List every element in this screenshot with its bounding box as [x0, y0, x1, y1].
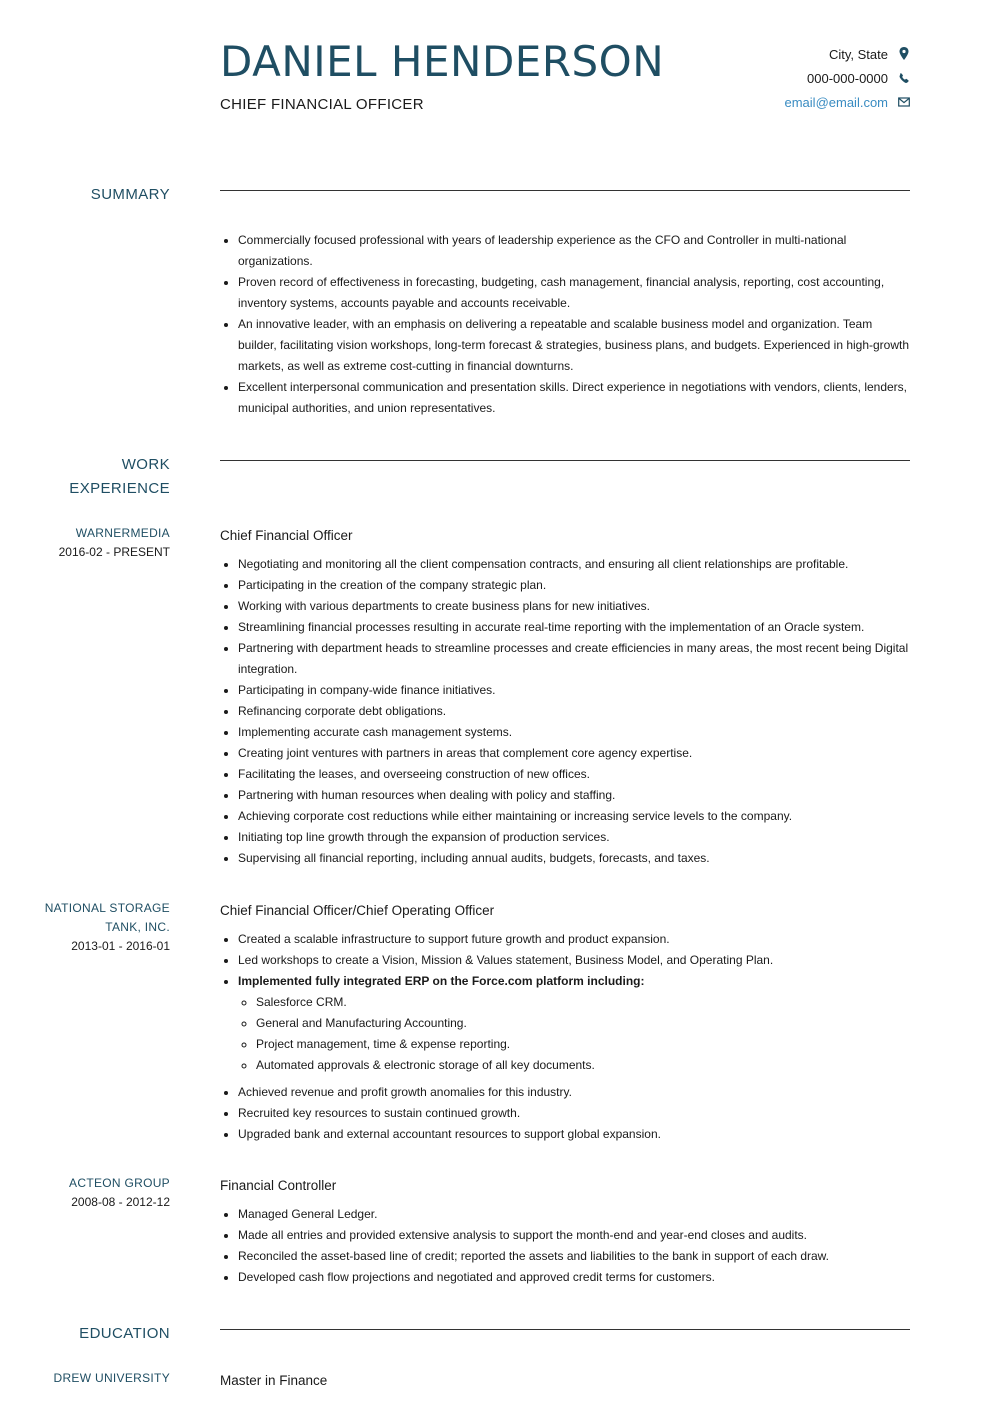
list-item: • Implementing accurate cash management systems. — [238, 722, 912, 743]
education-entry — [220, 1371, 912, 1399]
list-item: • Partnering with human resources when dealing with policy and staffing. — [238, 785, 912, 806]
contact-email[interactable] — [785, 90, 911, 114]
list-item: • Proven record of effectiveness in forecasting, budgeting, cash management, financial analysis, reporting, cost accounting, inventory systems, accounts payable and accounts receivable. — [238, 272, 912, 314]
company-name-line2: TANK, INC. — [105, 920, 170, 934]
job-duties-list — [220, 554, 912, 869]
job-duties-list — [220, 1204, 912, 1288]
list-item: • Managed General Ledger. — [238, 1204, 912, 1225]
summary-divider — [220, 190, 910, 191]
school-name: DREW UNIVERSITY — [53, 1371, 170, 1385]
list-item: • Upgraded bank and external accountant resources to support global expansion. — [238, 1124, 912, 1145]
job-meta-warnermedia — [10, 524, 170, 562]
job-meta-national-storage — [10, 899, 170, 956]
job-dates: 2016-02 - PRESENT — [58, 545, 170, 559]
job-title: Financial Controller — [220, 1178, 337, 1193]
list-item: • Refinancing corporate debt obligations. — [238, 701, 912, 722]
job-entry-national-storage — [220, 901, 912, 1145]
list-item: • Achieving corporate cost reductions while either maintaining or increasing service levels to the company. — [238, 806, 912, 827]
sub-list-item: ◦ General and Manufacturing Accounting. — [256, 1013, 912, 1034]
location-text: City, State — [828, 46, 888, 62]
list-item: • Led workshops to create a Vision, Mission & Values statement, Business Model, and Operating Plan. — [238, 950, 912, 971]
list-item: • Negotiating and monitoring all the client compensation contracts, and ensuring all client relationships are profitable. — [238, 554, 912, 575]
job-duties-list — [220, 929, 912, 1145]
experience-heading-line2: EXPERIENCE — [69, 480, 170, 497]
list-item: • Created a scalable infrastructure to support future growth and product expansion. — [238, 929, 912, 950]
experience-heading — [10, 453, 170, 501]
list-item: • Initiating top line growth through the expansion of production services. — [238, 827, 912, 848]
email-link[interactable]: email@email.com — [784, 94, 888, 110]
list-item: • Partnering with department heads to streamline processes and create efficiencies in many areas, the most recent being Digital integration. — [238, 638, 912, 680]
job-entry-warnermedia — [220, 526, 912, 869]
education-divider — [220, 1329, 910, 1330]
erp-sublist — [238, 992, 912, 1076]
summary-heading: SUMMARY — [90, 186, 170, 203]
job-title: Chief Financial Officer/Chief Operating Officer — [220, 903, 495, 918]
contact-block — [785, 42, 911, 114]
job-dates: 2013-01 - 2016-01 — [71, 939, 170, 953]
list-item: • Excellent interpersonal communication and presentation skills. Direct experience in negotiations with vendors, clients, lenders, municipal authorities, and union representatives. — [238, 377, 912, 419]
list-item: • Supervising all financial reporting, including annual audits, budgets, forecasts, and taxes. — [238, 848, 912, 869]
envelope-icon — [898, 95, 910, 109]
list-item: • An innovative leader, with an emphasis on delivering a repeatable and scalable business model and organization. Team builder, facilitating vision workshops, long-term forecast & strategies, business plans, and budgets. Experienced in high-growth markets, as well as extreme cost-cutting in financial downturns. — [238, 314, 912, 377]
job-entry-acteon — [220, 1176, 912, 1288]
experience-divider — [220, 460, 910, 461]
list-item: • Recruited key resources to sustain continued growth. — [238, 1103, 912, 1124]
education-meta — [10, 1369, 170, 1388]
list-item: • Participating in company-wide finance initiatives. — [238, 680, 912, 701]
company-name: ACTEON GROUP — [69, 1176, 170, 1190]
contact-phone — [785, 66, 911, 90]
job-dates: 2008-08 - 2012-12 — [71, 1195, 170, 1209]
sub-list-item: ◦ Automated approvals & electronic storage of all key documents. — [256, 1055, 912, 1076]
list-item-erp — [238, 971, 912, 1076]
company-name: WARNERMEDIA — [75, 526, 170, 540]
list-item: • Reconciled the asset-based line of credit; reported the assets and liabilities to the bank in support of each draw. — [238, 1246, 912, 1267]
list-item: • Developed cash flow projections and negotiated and approved credit terms for customers. — [238, 1267, 912, 1288]
phone-text: 000-000-0000 — [807, 70, 888, 86]
summary-list — [220, 230, 912, 419]
job-meta-acteon — [10, 1174, 170, 1212]
experience-heading-line1: WORK — [121, 456, 170, 473]
company-name-line1: NATIONAL STORAGE — [44, 901, 170, 915]
candidate-name: DANIEL HENDERSON — [220, 37, 665, 86]
map-pin-icon — [898, 47, 910, 61]
list-item: • Participating in the creation of the company strategic plan. — [238, 575, 912, 596]
job-title: Chief Financial Officer — [220, 528, 353, 543]
list-item: • Achieved revenue and profit growth anomalies for this industry. — [238, 1082, 912, 1103]
list-item: • Creating joint ventures with partners in areas that complement core agency expertise. — [238, 743, 912, 764]
phone-icon — [898, 71, 910, 85]
list-item: • Streamlining financial processes resulting in accurate real-time reporting with the implementation of an Oracle system. — [238, 617, 912, 638]
education-heading: EDUCATION — [79, 1325, 170, 1342]
list-item: • Facilitating the leases, and overseeing construction of new offices. — [238, 764, 912, 785]
erp-lead-text: Implemented fully integrated ERP on the Force.com platform including: — [238, 974, 645, 988]
list-item: • Made all entries and provided extensive analysis to support the month-end and year-end closes and audits. — [238, 1225, 912, 1246]
sub-list-item: ◦ Salesforce CRM. — [256, 992, 912, 1013]
summary-content — [220, 230, 912, 419]
list-item: • Commercially focused professional with years of leadership experience as the CFO and Controller in multi-national organizations. — [238, 230, 912, 272]
contact-location — [785, 42, 911, 66]
list-item: • Working with various departments to create business plans for new initiatives. — [238, 596, 912, 617]
candidate-title: CHIEF FINANCIAL OFFICER — [220, 96, 424, 113]
degree-title: Master in Finance — [220, 1373, 328, 1388]
sub-list-item: ◦ Project management, time & expense reporting. — [256, 1034, 912, 1055]
